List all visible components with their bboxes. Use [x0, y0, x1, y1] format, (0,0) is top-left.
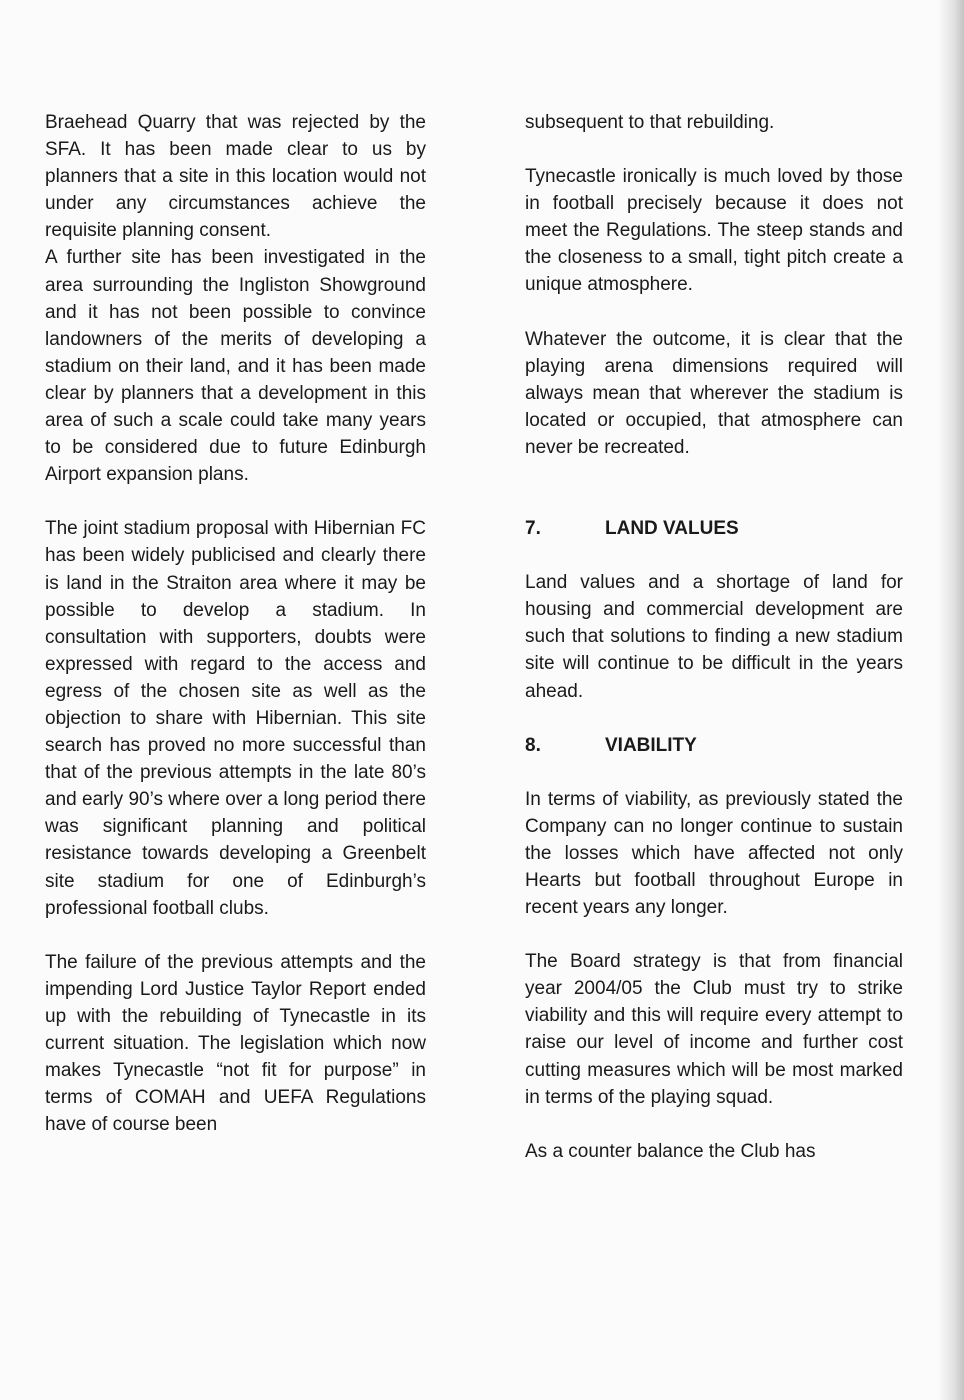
paragraph-previous-attempts: The failure of the previous attempts and the impending Lord Justice Taylor Report ended up with the rebuilding of Tynecastle in its current situation. The legislation which now makes Tynecastle “not fit for purpose” in terms of COMAH and UEFA Regulations have of course been — [45, 951, 426, 1136]
paragraph-ingliston: A further site has been investigated in the area surrounding the Ingliston Showground and it has not been possible to convince landowners of the merits of developing a stadium on their land, and it has been made clear by planners that a development in this area of such a scale could take many years to be considered due to future Edinburgh Airport expansion plans. — [45, 247, 426, 486]
paragraph-joint-stadium: The joint stadium proposal with Hibernian FC has been widely publicised and clearly there is land in the Straiton area where it may be possible to develop a stadium. In consultation with supporters, doubts were expressed with regard to the access and egress of the chosen site as well as the objection to share with Hibernian. This site search has proved no more successful than that of the previous attempts in the late 80’s and early 90’s where over a long period there was significant planning and political resistance towards developing a Greenbelt site stadium for one of Edinburgh’s professional football clubs. — [45, 518, 426, 919]
paragraph-braehead: Braehead Quarry that was rejected by the SFA. It has been made clear to us by planners that a site in this location would not under any circumstances achieve the requisite planning consent. — [45, 112, 426, 242]
page-edge-shadow — [938, 0, 964, 1400]
right-column — [525, 109, 903, 1165]
left-column — [45, 109, 426, 1138]
section-title: VIABILITY — [605, 734, 697, 756]
section-number: 7. — [525, 518, 541, 540]
section-heading-viability — [525, 732, 903, 759]
paragraph-land-values: Land values and a shortage of land for housing and commercial development are such that solutions to finding a new stadium site will continue to be difficult in the years ahead. — [525, 572, 903, 702]
section-number: 8. — [525, 734, 541, 756]
paragraph-board-strategy: The Board strategy is that from financial year 2004/05 the Club must try to strike viability and this will require every attempt to raise our level of income and further cost cutting measures which will be most marked in terms of the playing squad. — [525, 951, 903, 1108]
section-heading-land-values — [525, 515, 903, 542]
section-title: LAND VALUES — [605, 518, 739, 540]
paragraph-outcome: Whatever the outcome, it is clear that the playing arena dimensions required will always mean that wherever the stadium is located or occupied, that atmosphere can never be recreated. — [525, 328, 903, 458]
paragraph-atmosphere: Tynecastle ironically is much loved by those in football precisely because it does not meet the Regulations. The steep stands and the closeness to a small, tight pitch create a unique atmosphere. — [525, 166, 903, 296]
paragraph-viability: In terms of viability, as previously stated the Company can no longer continue to sustain the losses which have affected not only Hearts but football throughout Europe in recent years any longer. — [525, 788, 903, 919]
paragraph-rebuilding: subsequent to that rebuilding. — [525, 112, 775, 133]
paragraph-counter-balance: As a counter balance the Club has — [525, 1140, 816, 1162]
